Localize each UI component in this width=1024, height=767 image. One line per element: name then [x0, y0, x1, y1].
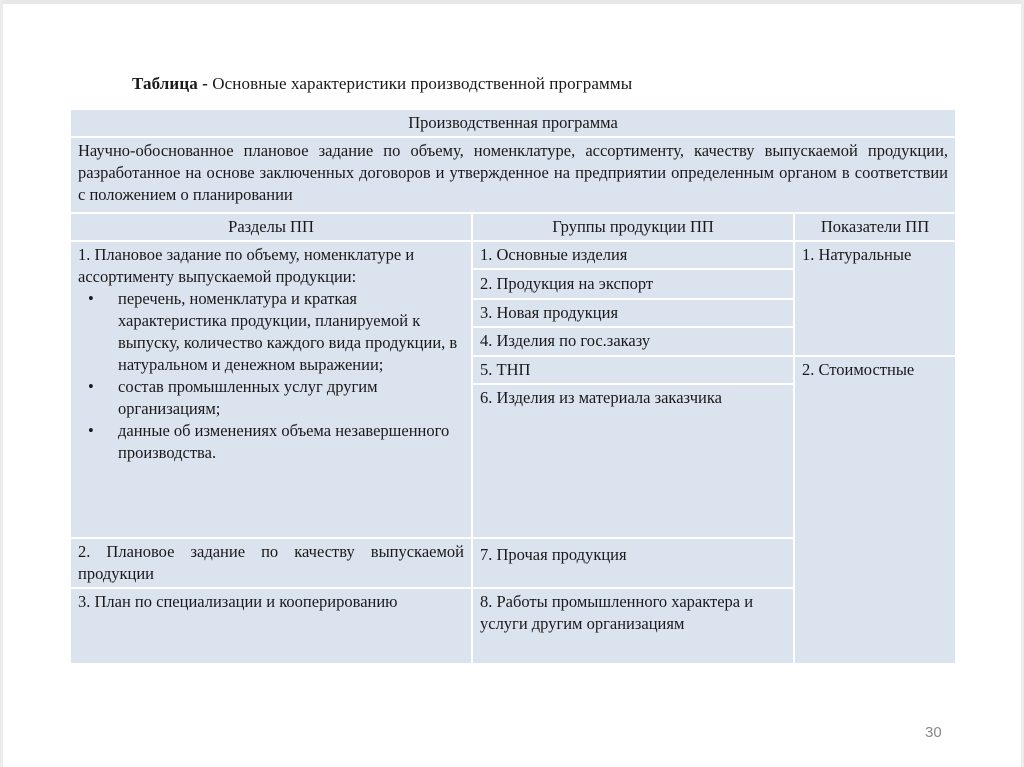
- bullet-item: • перечень, номенклатура и краткая характеристика продукции, планируемой к выпуску, количество каждого вида продукции, в натуральном и денежном выражении;: [78, 288, 464, 376]
- caption-text: Основные характеристики производственной программы: [207, 74, 633, 93]
- group-1: 1. Основные изделия: [472, 241, 794, 269]
- page-number: 30: [925, 724, 942, 741]
- section-1-title: 1. Плановое задание по объему, номенклатуре и ассортименту выпускаемой продукции:: [78, 245, 415, 286]
- section-1-cell: [70, 241, 472, 538]
- group-6: 6. Изделия из материала заказчика: [472, 384, 794, 538]
- production-program-table: [69, 108, 957, 665]
- table-caption: [132, 74, 632, 94]
- group-7: 7. Прочая продукция: [472, 538, 794, 588]
- caption-bold: Таблица -: [132, 74, 208, 93]
- bullet-item: • состав промышленных услуг другим организациям;: [78, 376, 464, 420]
- indicator-natural: 1. Натуральные: [794, 241, 956, 356]
- group-4: 4. Изделия по гос.заказу: [472, 327, 794, 356]
- section-2-cell: 2. Плановое задание по качеству выпускаемой продукции: [70, 538, 472, 588]
- section-3-cell: 3. План по специализации и кооперированию: [70, 588, 472, 664]
- slide-left-edge: [0, 0, 3, 767]
- section-1-bullets: [78, 288, 464, 464]
- group-2: 2. Продукция на экспорт: [472, 269, 794, 299]
- program-definition: Научно-обоснованное плановое задание по объему, номенклатуре, ассортименту, качеству выпускаемой продукции, разработанное на основе заключенных договоров и утвержденное на предприятии определенным органом в соответствии с положением о планировании: [70, 137, 956, 213]
- indicator-cost: 2. Стоимостные: [794, 356, 956, 664]
- header-sections: Разделы ПП: [70, 213, 472, 241]
- group-8: 8. Работы промышленного характера и услуги другим организациям: [472, 588, 794, 664]
- slide-top-edge: [0, 0, 1024, 4]
- header-groups: Группы продукции ПП: [472, 213, 794, 241]
- group-5: 5. ТНП: [472, 356, 794, 384]
- header-indicators: Показатели ПП: [794, 213, 956, 241]
- table-title: Производственная программа: [70, 109, 956, 137]
- group-3: 3. Новая продукция: [472, 299, 794, 327]
- bullet-item: • данные об изменениях объема незавершенного производства.: [78, 420, 464, 464]
